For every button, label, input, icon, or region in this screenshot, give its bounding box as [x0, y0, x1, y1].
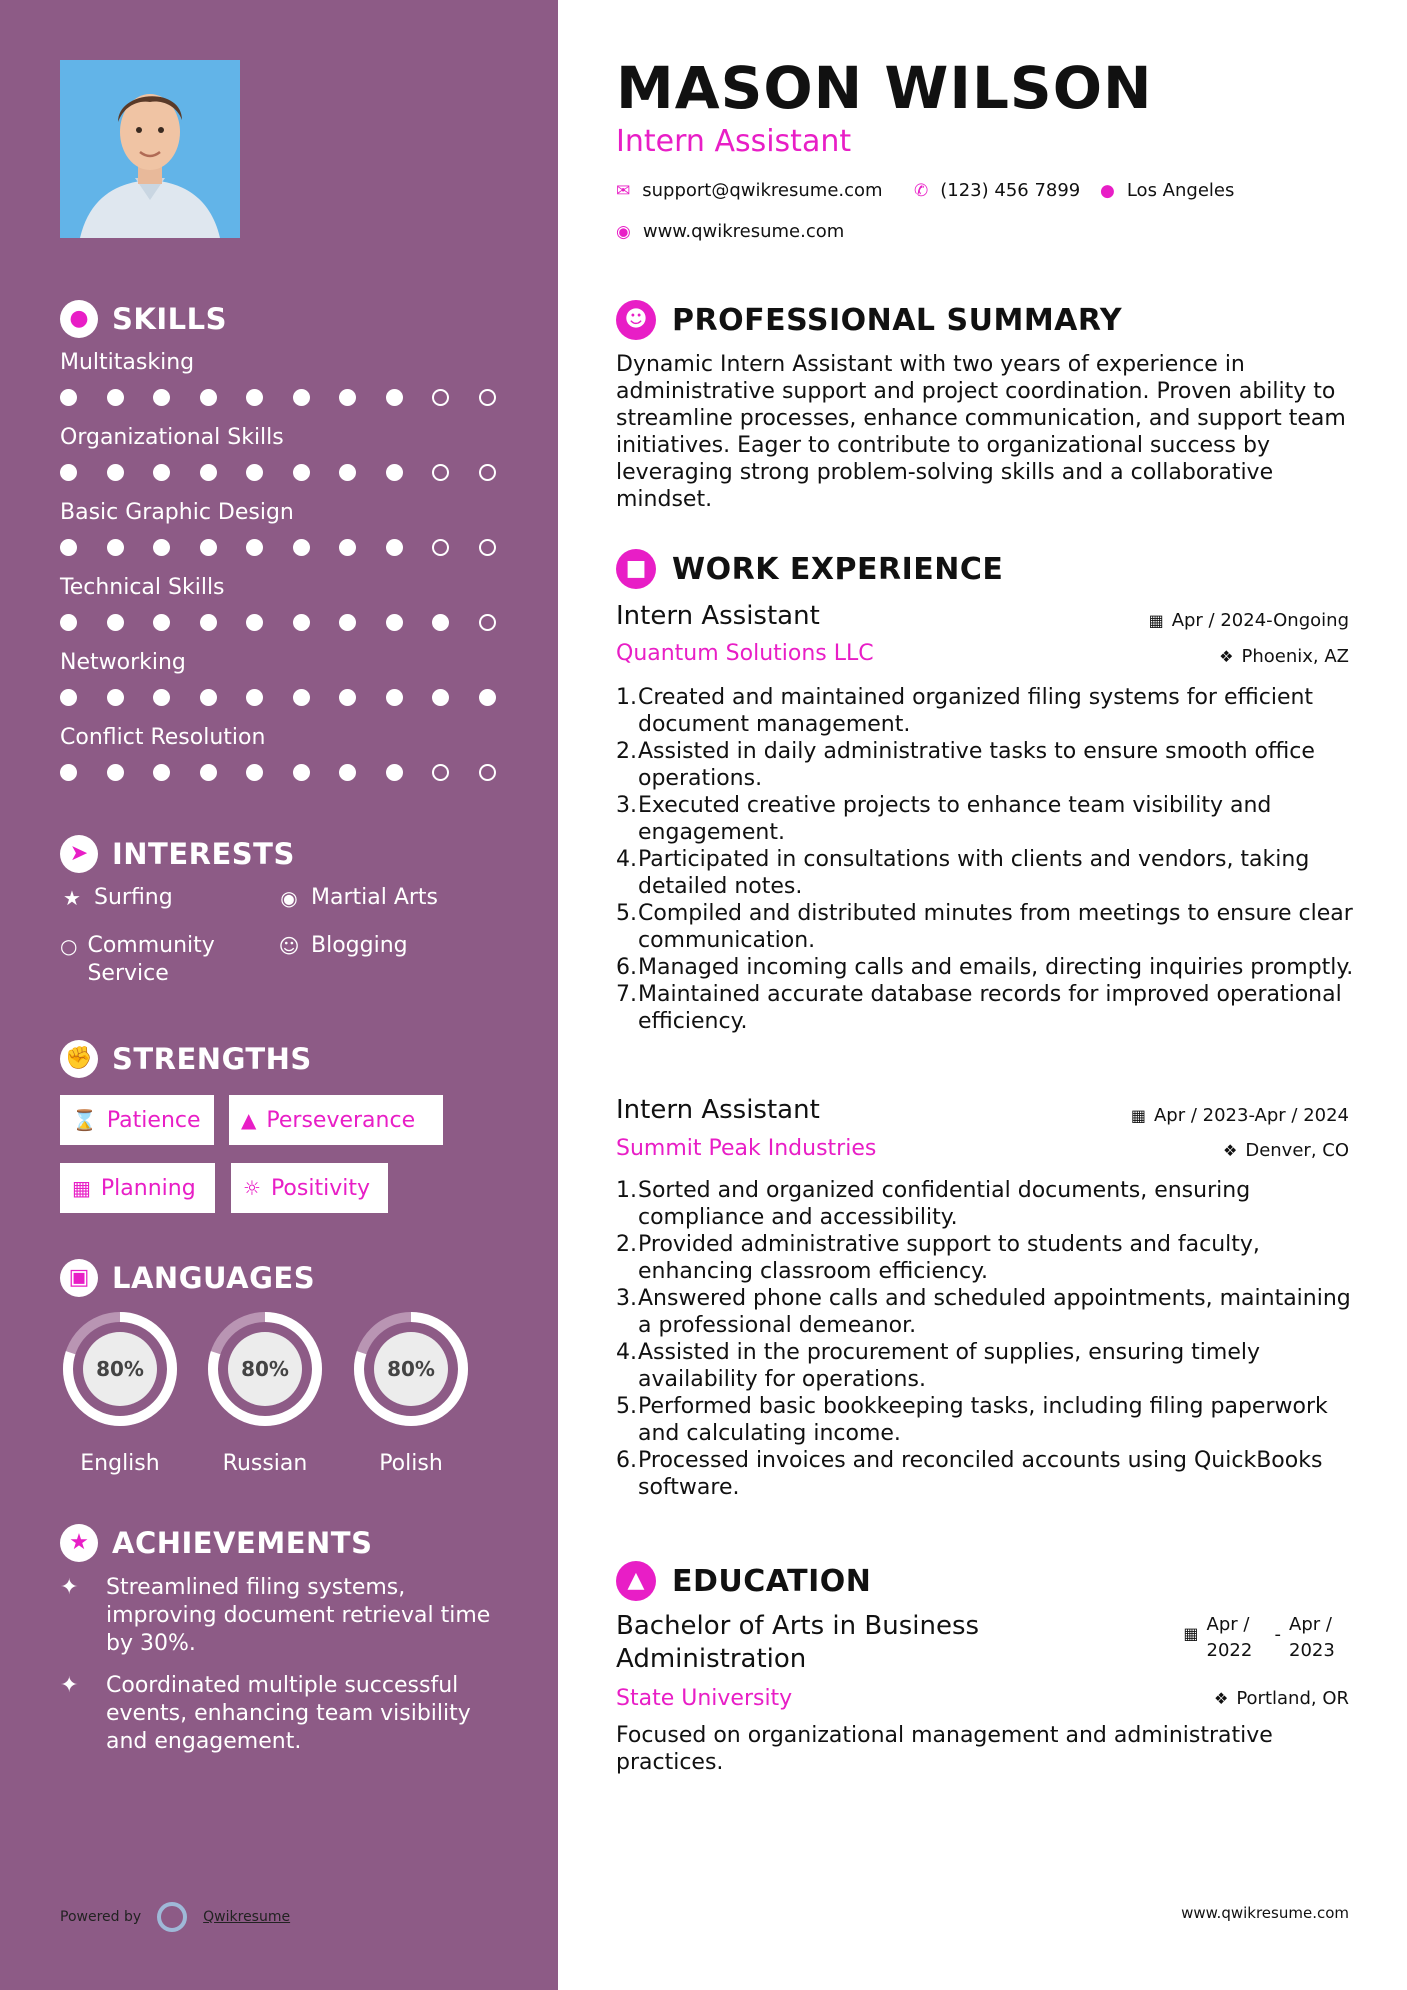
strength-patience: ⌛ Patience — [60, 1095, 214, 1145]
rating-dot-filled — [200, 464, 217, 481]
skill-rating — [60, 539, 496, 556]
lightbulb-icon: ● — [60, 300, 98, 338]
list-item: 4. Assisted in the procurement of supplies, ensuring timely availability for operations. — [616, 1340, 1260, 1392]
job-company: Quantum Solutions LLC — [616, 641, 874, 666]
rating-dot-filled — [293, 464, 310, 481]
star-icon: ★ — [63, 886, 81, 910]
contact-email[interactable]: ✉ support@qwikresume.com — [616, 180, 883, 201]
rating-dot-filled — [386, 464, 403, 481]
rating-dot-filled — [153, 689, 170, 706]
qwikresume-logo-icon — [157, 1902, 187, 1932]
job-location: ❖ Phoenix, AZ — [1219, 646, 1349, 667]
skill-rating — [60, 389, 496, 406]
list-item: 6. Managed incoming calls and emails, directing inquiries promptly. — [616, 955, 1354, 980]
graduation-cap-icon: ▲ — [616, 1561, 656, 1601]
skill-rating — [60, 689, 496, 706]
job-dates: ▦ Apr / 2024-Ongoing — [1148, 610, 1349, 631]
contact-phone[interactable]: ✆ (123) 456 7899 — [914, 180, 1081, 201]
globe-icon: ◉ — [280, 886, 298, 910]
rating-dot-filled — [386, 764, 403, 781]
interest-item-community-service: ○ Community Service — [60, 933, 215, 986]
skill-name: Multitasking — [60, 350, 195, 375]
list-item: 1. Created and maintained organized filing systems for efficient document management. — [616, 685, 1314, 737]
summary-heading: ☻ PROFESSIONAL SUMMARY — [616, 300, 1122, 340]
rating-dot-filled — [293, 614, 310, 631]
job-company: Summit Peak Industries — [616, 1136, 877, 1161]
skill-item — [60, 500, 500, 556]
strengths-title: STRENGTHS — [112, 1042, 312, 1076]
contact-location: ● Los Angeles — [1100, 180, 1235, 201]
rating-dot-filled — [153, 614, 170, 631]
language-progress-ring — [351, 1309, 471, 1429]
candidate-role: Intern Assistant — [616, 124, 852, 159]
education-heading: ▲ EDUCATION — [616, 1561, 871, 1601]
pushpin-icon: ❖ — [1223, 1141, 1238, 1160]
calendar-icon: ▦ — [1130, 1106, 1146, 1125]
job-location: ❖ Denver, CO — [1223, 1140, 1349, 1161]
rating-dot-filled — [60, 614, 77, 631]
list-item: 5. Performed basic bookkeeping tasks, including filing paperwork and calculating income. — [616, 1394, 1328, 1446]
skill-item — [60, 425, 500, 481]
footer-url[interactable]: www.qwikresume.com — [1181, 1904, 1349, 1922]
skill-rating — [60, 764, 496, 781]
experience-heading: ■ WORK EXPERIENCE — [616, 549, 1003, 589]
interest-item-surfing: ★ Surfing — [60, 884, 173, 912]
calendar-icon: ▦ — [1148, 611, 1164, 630]
rating-dot-filled — [432, 614, 449, 631]
skill-name: Conflict Resolution — [60, 725, 266, 750]
rating-dot-empty — [479, 464, 496, 481]
rating-dot-filled — [246, 539, 263, 556]
skill-item — [60, 575, 500, 631]
interests-title: INTERESTS — [112, 837, 295, 871]
skills-heading — [60, 300, 227, 338]
paper-plane-icon: ➤ — [60, 835, 98, 873]
rating-dot-empty — [479, 764, 496, 781]
shooting-star-icon: ✦ — [60, 1673, 79, 1698]
rating-dot-filled — [479, 689, 496, 706]
qwikresume-link[interactable]: Qwikresume — [203, 1909, 291, 1925]
rating-dot-filled — [339, 539, 356, 556]
rating-dot-filled — [293, 389, 310, 406]
list-item: 4. Participated in consultations with clients and vendors, taking detailed notes. — [616, 847, 1310, 899]
language-name: Russian — [222, 1451, 308, 1476]
candidate-name: MASON WILSON — [616, 54, 1153, 122]
rating-dot-filled — [293, 689, 310, 706]
rating-dot-empty — [479, 389, 496, 406]
list-item: 5. Compiled and distributed minutes from meetings to ensure clear communication. — [616, 901, 1353, 953]
rating-dot-filled — [339, 689, 356, 706]
rating-dot-filled — [293, 539, 310, 556]
calendar-icon: ▦ — [1183, 1624, 1199, 1643]
skill-rating — [60, 614, 496, 631]
hourglass-icon: ⌛ — [72, 1108, 97, 1132]
sidebar — [0, 0, 558, 1990]
education-description: Focused on organizational management and administrative practices. — [616, 1723, 1273, 1775]
rating-dot-filled — [246, 689, 263, 706]
education-degree: Bachelor of Arts in Business Administration — [616, 1611, 980, 1674]
education-location: ❖ Portland, OR — [1213, 1688, 1349, 1709]
calendar-icon: ▦ — [72, 1176, 91, 1200]
road-icon: ▲ — [241, 1108, 257, 1132]
rating-dot-filled — [200, 764, 217, 781]
rating-dot-filled — [246, 389, 263, 406]
powered-by: Powered by Qwikresume — [60, 1902, 290, 1932]
rating-dot-filled — [339, 614, 356, 631]
strength-perseverance: ▲ Perseverance — [229, 1095, 443, 1145]
list-item: 3. Executed creative projects to enhance team visibility and engagement. — [616, 793, 1272, 845]
rating-dot-filled — [107, 614, 124, 631]
skills-title: SKILLS — [112, 302, 227, 336]
rating-dot-filled — [246, 614, 263, 631]
list-item: 7. Maintained accurate database records for improved operational efficiency. — [616, 982, 1342, 1034]
language-progress-ring — [60, 1309, 180, 1429]
achievements-heading — [60, 1524, 372, 1562]
language-item — [205, 1309, 325, 1476]
summary-text: Dynamic Intern Assistant with two years of experience in administrative support and project coordination. Proven ability to streamline processes, enhance communication, and support team initiatives. Eager to contribute to organizational success by leveraging strong problem-solving skills and a collaborative mindset. — [616, 352, 1346, 512]
rating-dot-filled — [293, 764, 310, 781]
skill-name: Networking — [60, 650, 186, 675]
rating-dot-empty — [432, 389, 449, 406]
rating-dot-filled — [153, 389, 170, 406]
skill-item — [60, 650, 500, 706]
skill-item — [60, 350, 500, 406]
achievements-title: ACHIEVEMENTS — [112, 1526, 373, 1560]
achievement-item: ✦ Coordinated multiple successful events, enhancing team visibility and engagement. — [60, 1673, 471, 1754]
job-bullets — [616, 684, 1356, 1035]
language-name: English — [80, 1451, 160, 1476]
rating-dot-filled — [246, 764, 263, 781]
rating-dot-filled — [60, 689, 77, 706]
language-percent: 80% — [241, 1357, 289, 1381]
profile-photo — [60, 60, 240, 238]
rating-dot-filled — [246, 464, 263, 481]
rating-dot-filled — [60, 464, 77, 481]
rating-dot-filled — [339, 764, 356, 781]
users-icon: ☺ — [278, 934, 300, 958]
rating-dot-filled — [153, 464, 170, 481]
skill-item — [60, 725, 500, 781]
rating-dot-filled — [386, 689, 403, 706]
list-item: 3. Answered phone calls and scheduled appointments, maintaining a professional demeanor. — [616, 1286, 1351, 1338]
language-icon: ▣ — [60, 1259, 98, 1297]
rating-dot-filled — [386, 389, 403, 406]
rating-dot-filled — [107, 539, 124, 556]
rating-dot-filled — [200, 389, 217, 406]
skill-name: Technical Skills — [60, 575, 225, 600]
rating-dot-filled — [153, 764, 170, 781]
rating-dot-filled — [60, 389, 77, 406]
pushpin-icon: ❖ — [1219, 647, 1234, 666]
rating-dot-filled — [153, 539, 170, 556]
list-item: 2. Assisted in daily administrative tasks to ensure smooth office operations. — [616, 739, 1315, 791]
rating-dot-filled — [386, 614, 403, 631]
globe-icon: ◉ — [616, 221, 631, 242]
rating-dot-empty — [432, 539, 449, 556]
job-title: Intern Assistant — [616, 1095, 820, 1125]
language-item — [60, 1309, 180, 1476]
education-dates: ▦ Apr / 2022 - Apr / 2023 — [1183, 1614, 1335, 1661]
interest-item-martial-arts: ◉ Martial Arts — [277, 884, 438, 912]
rating-dot-filled — [107, 689, 124, 706]
fist-icon: ✊ — [60, 1040, 98, 1078]
strength-positivity: ☼ Positivity — [231, 1163, 388, 1213]
envelope-icon: ✉ — [616, 180, 631, 201]
achievement-item: ✦ Streamlined filing systems, improving document retrieval time by 30%. — [60, 1575, 491, 1656]
rating-dot-filled — [386, 539, 403, 556]
strengths-heading — [60, 1040, 312, 1078]
skill-rating — [60, 464, 496, 481]
language-name: Polish — [379, 1451, 443, 1476]
interest-item-blogging: ☺ Blogging — [278, 933, 408, 958]
language-percent: 80% — [387, 1357, 435, 1381]
rating-dot-filled — [339, 389, 356, 406]
rating-dot-filled — [107, 464, 124, 481]
rating-dot-filled — [200, 614, 217, 631]
skill-name: Organizational Skills — [60, 425, 284, 450]
language-item — [351, 1309, 471, 1476]
job-dates: ▦ Apr / 2023-Apr / 2024 — [1130, 1105, 1349, 1126]
sun-icon: ☼ — [243, 1176, 261, 1200]
job-title: Intern Assistant — [616, 601, 820, 631]
list-item: 1. Sorted and organized confidential documents, ensuring compliance and accessibility. — [616, 1178, 1251, 1230]
shooting-star-icon: ✦ — [60, 1575, 79, 1600]
list-item: 2. Provided administrative support to students and faculty, enhancing classroom efficiency. — [616, 1232, 1260, 1284]
rating-dot-filled — [200, 689, 217, 706]
contact-website[interactable]: ◉ www.qwikresume.com — [616, 221, 845, 242]
rating-dot-filled — [200, 539, 217, 556]
phone-icon: ✆ — [914, 180, 929, 201]
interests-heading — [60, 835, 295, 873]
rating-dot-filled — [339, 464, 356, 481]
language-progress-ring — [205, 1309, 325, 1429]
rating-dot-empty — [432, 764, 449, 781]
rating-dot-empty — [479, 539, 496, 556]
list-item: 6. Processed invoices and reconciled accounts using QuickBooks software. — [616, 1448, 1323, 1500]
strength-planning: ▦ Planning — [60, 1163, 215, 1213]
map-pin-icon: ● — [1100, 180, 1115, 201]
languages-title: LANGUAGES — [112, 1261, 316, 1295]
job-bullets — [616, 1177, 1356, 1501]
rating-dot-filled — [60, 764, 77, 781]
hand-icon: ○ — [60, 934, 78, 958]
rating-dot-filled — [107, 389, 124, 406]
user-icon: ☻ — [616, 300, 656, 340]
chair-icon: ■ — [616, 549, 656, 589]
language-percent: 80% — [96, 1357, 144, 1381]
rating-dot-filled — [107, 764, 124, 781]
skill-name: Basic Graphic Design — [60, 500, 294, 525]
education-school: State University — [616, 1686, 793, 1711]
rating-dot-empty — [479, 614, 496, 631]
rating-dot-filled — [60, 539, 77, 556]
languages-heading — [60, 1259, 315, 1297]
rating-dot-filled — [432, 689, 449, 706]
rating-dot-empty — [432, 464, 449, 481]
star-badge-icon: ★ — [60, 1524, 98, 1562]
pushpin-icon: ❖ — [1213, 1689, 1229, 1708]
